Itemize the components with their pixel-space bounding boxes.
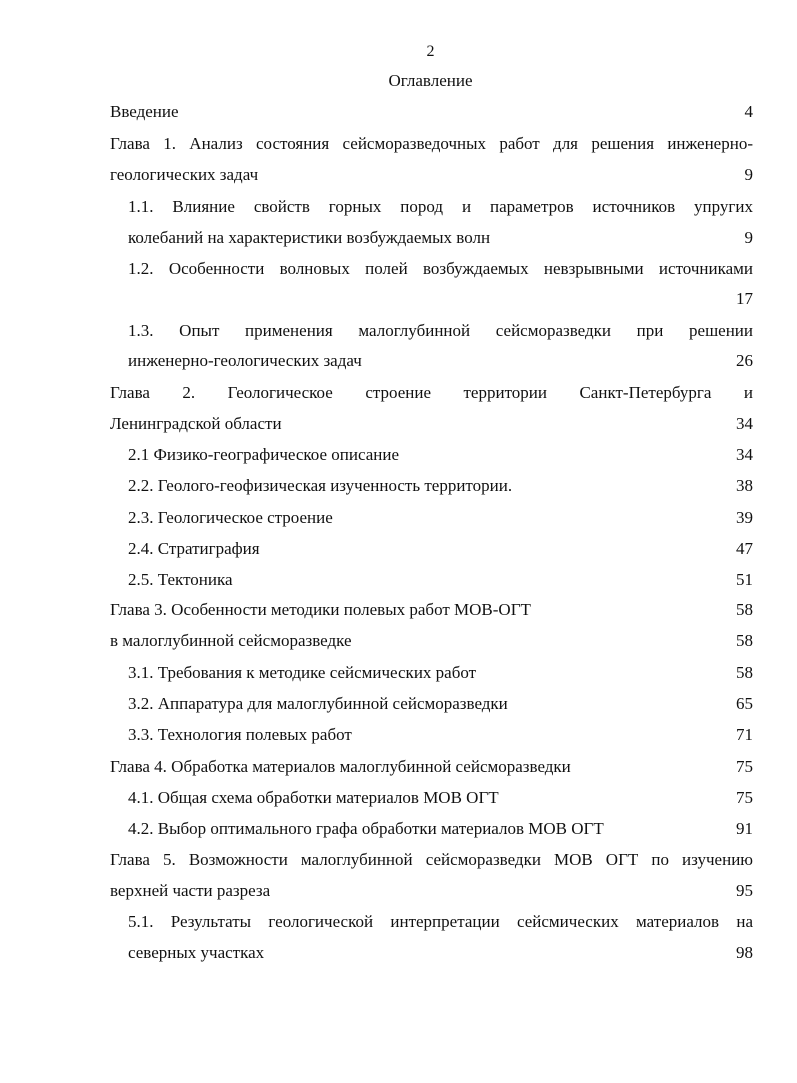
toc-entry-text: 4.1. Общая схема обработки материалов МОВ ОГТ [128, 788, 499, 807]
toc-entry-text: 3.2. Аппаратура для малоглубинной сейсморазведки [128, 694, 508, 713]
toc-entry-text: северных участках [128, 943, 265, 962]
toc-entry-text: 2.3. Геологическое строение [128, 508, 333, 527]
toc-entry-text: 1.3. Опыт применения малоглубинной сейсморазведки при решении [128, 321, 753, 340]
page-title: Оглавление [388, 71, 473, 90]
toc-entry-text: 3.1. Требования к методике сейсмических работ [128, 663, 477, 682]
toc-entry-text: верхней части разреза [110, 881, 271, 900]
toc-entry-page: 34 [736, 414, 753, 433]
toc-entry-text: в малоглубинной сейсморазведке [110, 631, 352, 650]
toc-entry-page: 34 [736, 445, 753, 464]
toc-entry-text: Глава 2. Геологическое строение территории Санкт-Петербурга и [110, 383, 753, 402]
toc-entry-text: Ленинградской области [110, 414, 282, 433]
toc-entry-page: 75 [736, 788, 753, 807]
toc-entry-text: Глава 4. Обработка материалов малоглубинной сейсморазведки [110, 757, 571, 776]
toc-entry-page: 9 [744, 165, 753, 184]
toc-entry-page: 17 [736, 289, 753, 308]
toc-entry-text: Глава 5. Возможности малоглубинной сейсморазведки МОВ ОГТ по изучению [110, 850, 753, 869]
toc-entry-page: 98 [736, 943, 753, 962]
toc-entry-text: 2.4. Стратиграфия [128, 539, 260, 558]
toc-entry-page: 75 [736, 757, 753, 776]
page-number: 2 [426, 43, 435, 60]
toc-entry-page: 38 [736, 476, 753, 495]
toc-entry-page: 51 [736, 570, 753, 589]
toc-entry-text: 3.3. Технология полевых работ [128, 725, 352, 744]
toc-entry-page: 91 [736, 819, 753, 838]
toc-entry-text: 1.1. Влияние свойств горных пород и параметров источников упругих [128, 197, 753, 216]
toc-entry-text: 2.5. Тектоника [128, 570, 233, 589]
toc-entry-text: 1.2. Особенности волновых полей возбуждаемых невзрывными источниками [128, 259, 753, 278]
toc-entry-text: колебаний на характеристики возбуждаемых волн [128, 228, 491, 247]
toc-entry-page: 58 [736, 663, 753, 682]
toc-entry-page: 71 [736, 725, 753, 744]
toc-entry-text: 4.2. Выбор оптимального графа обработки материалов МОВ ОГТ [128, 819, 604, 838]
toc-entry-page: 65 [736, 694, 753, 713]
toc-entry-text: Глава 3. Особенности методики полевых работ МОВ-ОГТ [110, 600, 531, 619]
toc-entry-text: геологических задач [110, 165, 259, 184]
toc-entry-text: Введение [110, 102, 179, 121]
toc-entry-page: 26 [736, 351, 753, 370]
toc-entry-page: 4 [744, 102, 753, 121]
toc-entry-page: 58 [736, 631, 753, 650]
toc-entry-text: 2.2. Геолого-геофизическая изученность территории. [128, 476, 513, 495]
toc-entry-text: 5.1. Результаты геологической интерпретации сейсмических материалов на [128, 912, 753, 931]
toc-entry-page: 39 [736, 508, 753, 527]
toc-entry-page: 95 [736, 881, 753, 900]
toc-entry-text: Глава 1. Анализ состояния сейсморазведочных работ для решения инженерно- [110, 134, 753, 153]
toc-entry-page: 47 [736, 539, 753, 558]
toc-entry-page: 9 [744, 228, 753, 247]
toc-entry-page: 58 [736, 600, 753, 619]
toc-entry-text: 2.1 Физико-географическое описание [128, 445, 400, 464]
toc-entry-text: инженерно-геологических задач [128, 351, 362, 370]
